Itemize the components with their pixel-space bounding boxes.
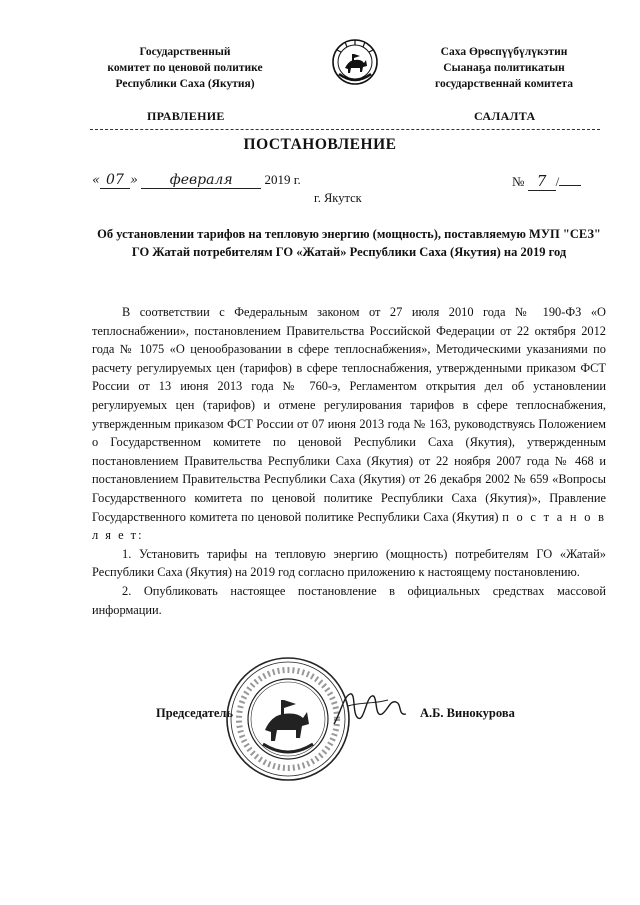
header-divider: [90, 129, 600, 130]
resolves-word: п о с т а н о в л я е т:: [92, 509, 606, 543]
preamble-paragraph: [92, 303, 606, 545]
number-suffix-blank: [559, 185, 581, 186]
issuer-name-russian: [60, 44, 310, 92]
issuer-name-yakut: [388, 44, 620, 92]
number-separator: /: [555, 174, 560, 189]
document-date: [92, 172, 301, 189]
issuer-line-2: комитет по ценовой политике: [107, 62, 263, 74]
issuer-yakut-line-1: Саха Өрөспүүбүлүкэтин: [440, 46, 568, 58]
document-body: [92, 303, 606, 619]
document-title: ПОСТАНОВЛЕНИЕ: [243, 136, 397, 153]
resolution-item-2: 2. Опубликовать настоящее постановление в официальных средствах массовой информации.: [92, 583, 606, 617]
date-day: 07: [100, 172, 130, 189]
issuer-line-3: Республики Саха (Якутия): [115, 78, 255, 90]
signer-title: Председатель: [156, 706, 234, 720]
preamble-text: В соответствии с Федеральным законом от 27 июля 2010 года № 190-ФЗ «О теплоснабжении», постановлением Правительства Российской Федерации от 22 октября 2012 года № 1075 «О ценообразовании в сфере теплоснабжения», Методическими указаниями по расчету регулируемых цен (тарифов) в сфере теплоснабжения, утвержденными приказом ФСТ России от 13 июня 2013 года № 760-э, Регламентом открытия дел об установлении регулируемых цен (тарифов) и отмене регулирования тарифов в сфере теплоснабжения, утвержденным приказом ФСТ России от 07 июня 2013 года № 163, руководствуясь Положением о Государственном комитете по ценовой Республики Саха (Якутия), утвержденным постановлением Правительства Республики Саха (Якутия) от 22 ноября 2007 года № 468 и постановлением Правительства Республики Саха (Якутия) от 26 декабря 2002 № 659 «Вопросы Государственного комитета по ценовой политике Республики Саха (Якутия)», Правление Государственного комитета по ценовой политике Республики Саха (Якутия): [92, 305, 606, 524]
document-subject: Об установлении тарифов на тепловую энергию (мощность), поставляемую МУП "СЕЗ" ГО Жатай потребителям ГО «Жатай» Республики Саха (Якутия) на 2019 год: [97, 227, 601, 259]
coat-of-arms-emblem: [331, 38, 379, 86]
date-year: 2019 г.: [264, 172, 301, 187]
issuer-yakut-line-2: Сыанаҕа политикатын: [443, 62, 565, 74]
number-value: 7: [528, 172, 556, 191]
signer-name: А.Б. Винокурова: [420, 706, 515, 720]
board-label-russian: ПРАВЛЕНИЕ: [147, 109, 225, 123]
document-number: [512, 172, 581, 191]
date-close-quote: »: [129, 173, 138, 188]
resolution-item-1: 1. Установить тарифы на тепловую энергию (мощность) потребителям ГО «Жатай» Республики Саха (Якутия) на 2019 год согласно приложению к настоящему постановлению.: [92, 546, 606, 580]
handwritten-signature: [330, 684, 410, 734]
document-city: г. Якутск: [314, 191, 362, 205]
issuer-line-1: Государственный: [139, 46, 231, 58]
board-label-yakut: САЛАЛТА: [474, 109, 536, 123]
date-open-quote: «: [92, 173, 100, 188]
number-prefix: №: [512, 174, 525, 189]
date-month: февраля: [141, 172, 261, 189]
issuer-yakut-line-3: государственнай комитета: [435, 78, 573, 90]
